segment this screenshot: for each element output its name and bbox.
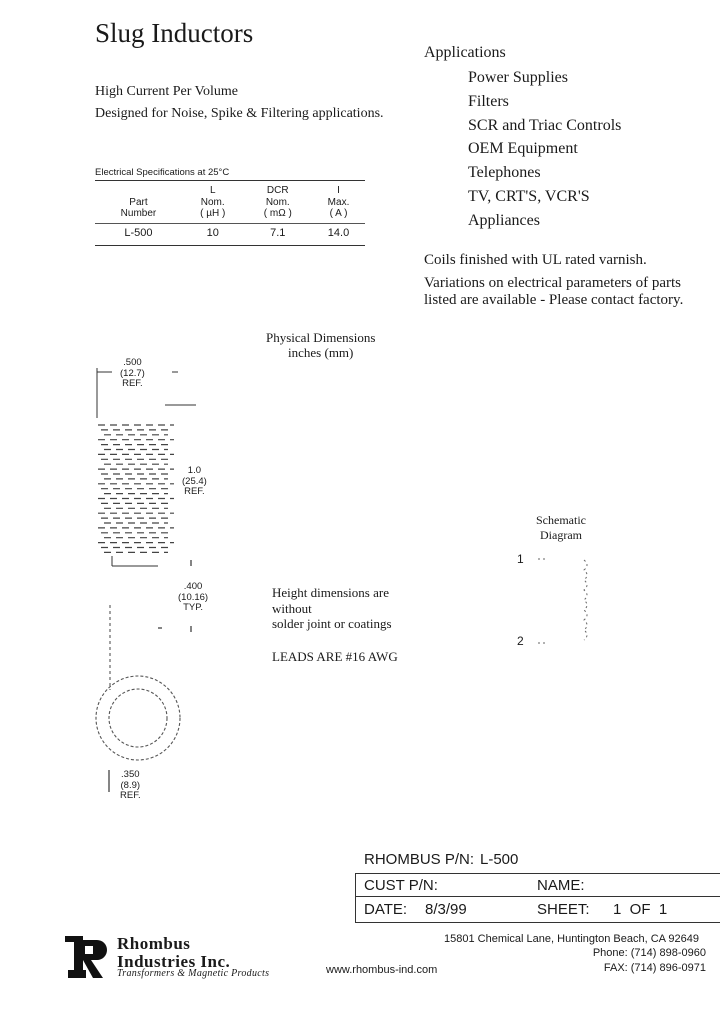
document-title: Slug Inductors [95,18,254,48]
schematic-coil [538,559,587,643]
company-address: 15801 Chemical Lane, Huntington Beach, CA 92649 [444,933,700,945]
end-view [96,676,180,760]
current-cell: 14.0 [312,223,365,245]
rhombus-pn-label: RHOMBUS P/N: [364,851,475,868]
dcr-cell: 7.1 [244,223,313,245]
application-item: TV, CRT'S, VCR'S [468,187,590,205]
column-header-part: Part Number [120,196,157,219]
title-block-divider [355,896,720,897]
schematic-title: Schematic Diagram [536,513,586,542]
company-website: www.rhombus-ind.com [326,964,438,976]
pin-2-label: 2 [517,634,524,648]
finish-note: Coils finished with UL rated varnish. [424,252,647,268]
application-item: Telephones [468,164,541,182]
column-header-inductance: L Nom. ( µH ) [200,185,226,219]
application-item: Appliances [468,211,540,229]
title-block-border [355,873,356,922]
leads-note: LEADS ARE #16 AWG [272,649,398,664]
rhombus-pn-value: L-500 [480,851,519,868]
company-fax: FAX: (714) 896-0971 [603,962,706,974]
company-phone: Phone: (714) 898-0960 [592,947,706,959]
applications-heading: Applications [424,44,506,61]
pin-1-label: 1 [517,552,524,566]
dimensions-title: Physical Dimensions inches (mm) [266,330,376,360]
sheet-label: SHEET: [537,901,590,918]
column-header-current: I Max. ( A ) [327,185,350,219]
cust-pn-label: CUST P/N: [364,877,438,894]
rhombus-logo-icon [65,934,111,980]
date-value: 8/3/99 [425,901,467,918]
top-dimension-label: .500 (12.7) REF. [120,357,145,389]
tagline-1: High Current Per Volume [95,84,238,99]
length-dimension-label: 1.0 (25.4) REF. [182,465,207,497]
application-item: Filters [468,92,509,110]
variations-note: Variations on electrical parameters of parts listed are available - Please contact factory. [424,275,684,308]
column-header-dcr: DCR Nom. ( mΩ ) [263,185,292,219]
lead-dimension-label: .400 (10.16) TYP. [178,581,209,613]
coil-body [98,425,174,552]
date-label: DATE: [364,901,408,918]
title-block-divider [355,922,720,923]
inductance-cell: 10 [182,223,244,245]
diameter-dimension-label: .350 (8.9) REF. [120,769,141,801]
title-block-divider [355,873,720,874]
company-name-line1: Rhombus [117,934,191,953]
height-note: Height dimensions are without solder joint or coatings [272,585,392,631]
sheet-value: 1 OF 1 [613,901,668,918]
spec-table-caption: Electrical Specifications at 25°C [95,167,230,178]
name-label: NAME: [537,877,585,894]
application-item: SCR and Triac Controls [468,116,622,134]
part-number-cell: L-500 [95,223,182,245]
tagline-2: Designed for Noise, Spike & Filtering applications. [95,106,384,121]
application-item: Power Supplies [468,69,568,86]
application-item: OEM Equipment [468,140,578,158]
company-tagline: Transformers & Magnetic Products [117,968,270,979]
company-name-line2: Industries Inc. [117,952,231,971]
